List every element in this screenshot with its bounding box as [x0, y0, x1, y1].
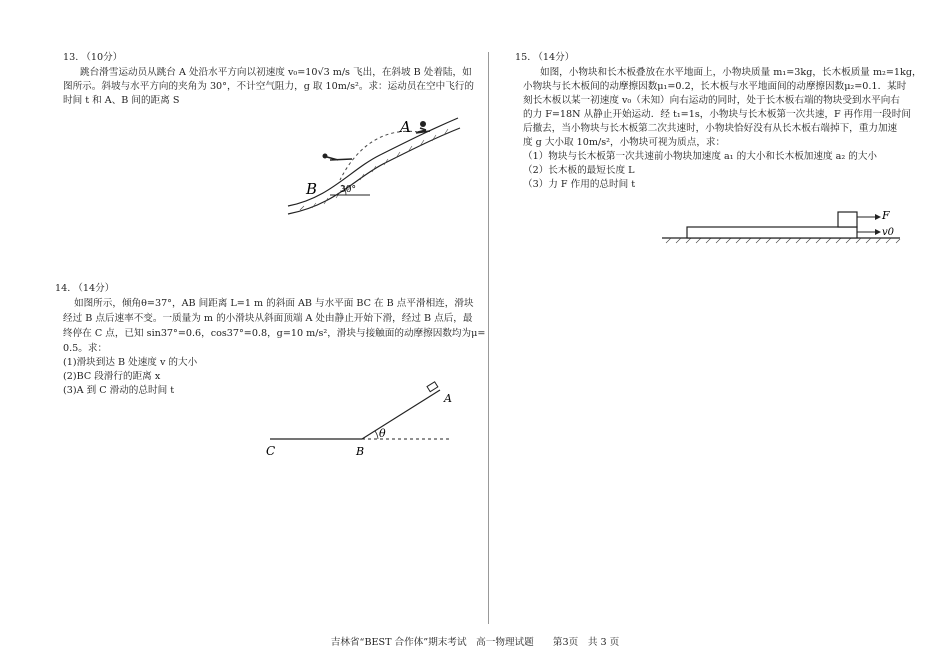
q15-board-block-figure — [660, 205, 905, 250]
q14-header: 14. （14分） — [55, 283, 115, 294]
q14-line-6: (2)BC 段滑行的距离 x — [63, 371, 161, 382]
q13-header: 13. （10分） — [63, 52, 123, 63]
q14-label-b: B — [356, 445, 365, 458]
q15-line-2: 小物块与长木板间的动摩擦因数μ₁=0.2，长木板与水平地面间的动摩擦因数μ₂=0.1．某时 — [523, 81, 907, 92]
q15-line-4: 的力 F=18N 从静止开始运动．经 t₁=1s，小物块与长木板第一次共速，F 再作用一段时间 — [523, 109, 911, 120]
q14-label-c: C — [266, 444, 276, 458]
q15-line-5: 后撤去，当小物块与长木板第二次共速时，小物块恰好没有从长木板右端掉下，重力加速 — [523, 123, 898, 134]
q14-line-5: (1)滑块到达 B 处速度 v 的大小 — [63, 357, 198, 368]
q14-angle-label: θ — [379, 427, 386, 440]
q13-angle-label: 30° — [340, 185, 356, 195]
column-divider — [488, 52, 489, 624]
q15-line-3: 刻长木板以某一初速度 v₀（未知）向右运动的同时，处于长木板右端的物块受到水平向右 — [523, 95, 900, 106]
q13-line-1: 跳台滑雪运动员从跳台 A 处沿水平方向以初速度 v₀=10√3 m/s 飞出，在斜坡 B 处着陆，如 — [80, 67, 472, 78]
q14-line-7: (3)A 到 C 滑动的总时间 t — [63, 385, 175, 396]
q15-header: 15. （14分） — [515, 52, 575, 63]
q15-label-v0: v0 — [882, 227, 895, 238]
q15-label-f: F — [882, 209, 890, 222]
q14-line-3: 终停在 C 点，已知 sin37°=0.6，cos37°=0.8，g=10 m/s²，滑块与接触面的动摩擦因数均为μ= — [63, 328, 486, 339]
q15-line-9: （3）力 F 作用的总时间 t — [523, 179, 636, 190]
q14-line-2: 经过 B 点后速率不变。一质量为 m 的小滑块从斜面顶端 A 处由静止开始下滑，经过 B 点后，最 — [63, 313, 473, 324]
q15-line-1: 如图，小物块和长木板叠放在水平地面上，小物块质量 m₁=3kg，长木板质量 m₂=1kg， — [540, 67, 922, 78]
q13-label-a: A — [400, 118, 411, 136]
q13-line-2: 图所示。斜坡与水平方向的夹角为 30°，不计空气阻力，g 取 10m/s²。求：运动员在空中飞行的 — [63, 81, 474, 92]
q14-line-1: 如图所示，倾角θ=37°，AB 间距离 L=1 m 的斜面 AB 与水平面 BC 在 B 点平滑相连，滑块 — [74, 298, 474, 309]
q13-label-b: B — [306, 180, 318, 198]
q15-line-6: 度 g 大小取 10m/s²，小物块可视为质点，求： — [523, 137, 726, 148]
q14-label-a: A — [444, 392, 452, 405]
q14-incline-figure — [262, 380, 472, 460]
q15-line-7: （1）物块与长木板第一次共速前小物块加速度 a₁ 的大小和长木板加速度 a₂ 的大小 — [523, 151, 878, 162]
q15-line-8: （2）长木板的最短长度 L — [523, 165, 635, 176]
q13-ski-slope-figure — [280, 110, 470, 220]
q14-line-4: 0.5。求： — [63, 343, 108, 354]
page-footer: 吉林省“BEST 合作体”期末考试 高一物理试题 第3页 共 3 页 — [330, 637, 620, 648]
q13-line-3: 时间 t 和 A、B 间的距离 S — [63, 95, 180, 106]
